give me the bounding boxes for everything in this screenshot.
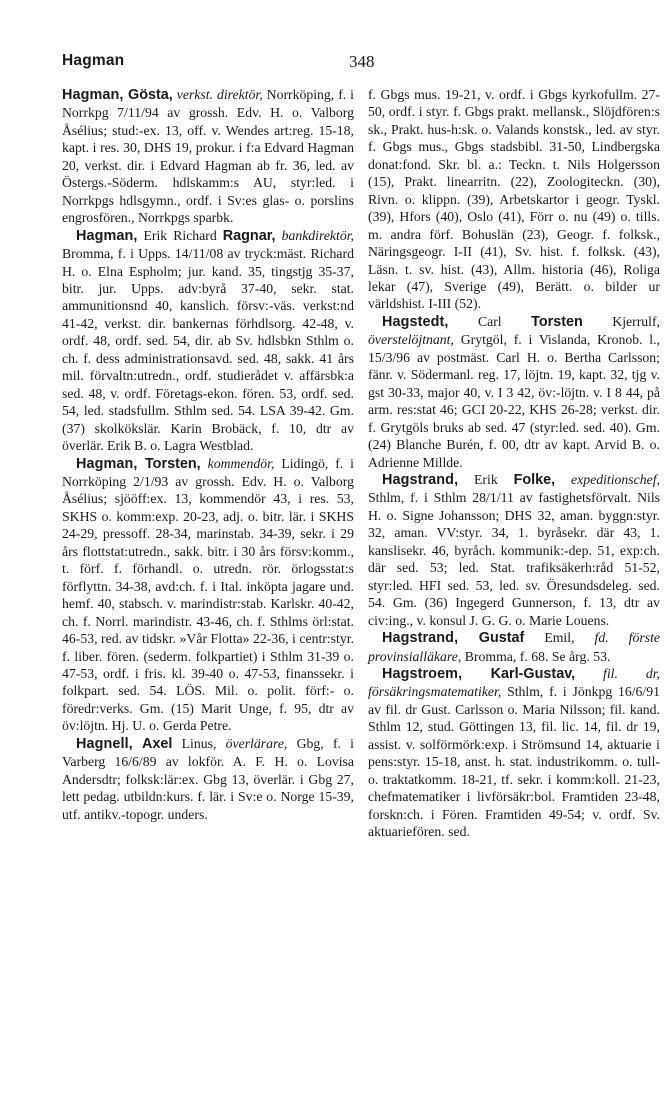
entry-given-name: Erik [458,471,514,487]
entry-occupation: fd. förste provinsialläkare, [368,630,660,664]
entry-given-name-rest: Linus, [172,735,217,751]
entry-occupation: överstelöjtnant, [368,332,454,348]
entry-surname: Hagstroem, [382,665,463,682]
entry-text: Norrköping, f. i Norrkpg 7/11/94 av grossh. Edv. H. o. Valborg Åsélius; stud:-ex. 13, off. v. Wendes art:reg. 15-18, kapt. i res. 30, DHS 19, prokur. i f:a Edvard Hagman 20, verkst. dir. i Edvard Hagman ab fr. 36, led. av Östergs.-Söderm. hdlskamm:s AU, styr:led. i Norrkpgs hdlsgymn., ordf. i Sv:es glas- o. porslins engrosfören., Norrkpgs sparbk. [62,87,354,226]
entry-given-name-bold: Ragnar, [222,227,276,244]
entry-hagstedt-torsten [368,313,660,471]
entry-text: Sthlm, f. i Sthlm 28/1/11 av fastighetsförvalt. Nils H. o. Signe Johansson; DHS 32, aman. byggn:styr. 32, aman. VV:styr. 34, 1. byråsekr. där 43, 1. kanslisekr. 46, byråch. kommunik:-dep. 51, exp:ch. där sed. 53; led. Stat. trafiksäkerh:råd 51-52, styr:led. HFI sed. 53, led. sv. Öresundsdeleg. sed. 54. Gm. (36) Ingegerd Gunnerson, f. 13, dtr av civ:ing., v. konsul J. G. G. o. Marie Louens. [368,490,660,628]
entry-occupation: överlärare, [216,735,288,751]
entry-given-name: Gustaf [458,630,525,647]
running-head: Hagman [62,52,125,69]
entry-surname: Hagman, [76,227,138,244]
entry-hagman-ragnar [62,227,354,455]
page-number: 348 [349,52,375,71]
entry-given-name: Gösta, [123,87,173,103]
entry-given-name-bold: Folke, [513,471,556,488]
entry-given-name-bold: Torsten [531,313,583,330]
entry-given-name: Torsten, [137,455,201,472]
entry-text: Bromma, f. i Upps. 14/11/08 av tryck:mäst. Richard H. o. Elna Espholm; jur. kand. 35, tingstjg 35-37, bitr. jur. Upps. adv:byrå 37-40, sekr. stat. ammunitionsnd 40, kanslich. försv:-väs. verkst:nd 41-42, verkst. dir. bankernas förhdlsorg. 42-48, v. ordf. 48, ordf. sed. 54, dir. ab Sv. hdlsbkn Sthlm o. ch. f. dess administrationsavd. sed. 48, sakk. 41 års mil. förvaltn:utredn., ordf. studierådet v. affärsbk:a sed. 48, v. ordf. Företags-ekon. fören. 53, ordf. sed. 54, led. stadsfullm. Sthlm sed. 54. LSA 39-42. Gm. (37) skolkökslär. Karin Brobäck, f. 10, dtr av överlär. Erik B. o. Lagra Westblad. [62,246,354,454]
entry-text: Sthlm, f. i Jönkpg 16/6/91 av fil. dr Gust. Carlsson o. Maria Nilsson; fil. kand. Sthlm 12, stud. Göttingen 13, fil. lic. 14, fil. dr 19, assist. v. solförmörk:exp. i Strömsund 14, aktuarie i pens:styr. 15-18, anst. h. stat. industrikomm. o. tull- o. traktatkomm. 18-21, tf. sekr. i komm:koll. 21-23, chefmatematiker i livförsäkr:bol. Framtiden 23-48, forskn:ch. i Fören. Framtiden 49-54; v. ordf. Sv. aktuariefören. sed. [368,684,660,840]
page-header [62,52,642,78]
entry-given-name-rest: Kjerrulf, [582,313,660,329]
entry-continuation: f. Gbgs mus. 19-21, v. ordf. i Gbgs kyrkofullm. 27-50, ordf. i styr. f. Gbgs prakt. mellansk., Slöjdfören:s sk., Prakt. hus-h:sk. o. Valands konstsk., led. av styr. f. Gbgs mus., Gbgs stadsbibl. 31-50, Lindbergska donat:fond. Skr. bl. a.: Teckn. t. Nils Holgersson (15), Prakt. linearritn. (22), Zoologiteckn. (30), Rivn. o. klippn. (39), Arbetskartor i geogr. Tyskl. (39), Hfors (40), Oslo (41), Förr o. nu (49) o. tills. m. andra förf. Bohuslän (23), Geogr. f. folksk., Näringsgeogr. I-II (41), Sv. hist. f. folksk. (43), Läsn. t. sv. hist. (43), Allm. historia (46), Roliga lekar (47), Sverige (49), Berätt. o. bilder ur världshist. I-III (52). [368,87,660,312]
entry-surname: Hagman, [76,455,138,472]
entry-hagstrand-gustaf [368,629,660,665]
entry-occupation: verkst. direktör, [172,87,263,102]
entry-hagman-gosta [62,86,354,227]
entry-text: Grytgöl, f. i Vislanda, Kronob. l., 15/3/96 av postmäst. Carl H. o. Bertha Carlsson; fänr. v. Södermanl. reg. 17, löjtn. 19, kapt. 32, tjg v. gst 30-33, major 40, v. I 3 42, öv:-löjtn. v. I 8 44, på arm. res:stat 46; GCI 20-22, KHS 26-28; verkst. dir. f. Grytgöls bruks ab sed. 47 (styr:led. sed. 40). Gm. (24) Blanche Burén, f. 00, dtr av kapt. Arvid B. o. Adrienne Millde. [368,332,660,470]
entry-occupation: bankdirektör, [275,227,354,243]
left-column [62,86,354,823]
entry-text: Bromma, f. 68. Se årg. 53. [461,648,611,664]
entry-surname: Hagman, [62,87,124,103]
entry-hagstroem-karl-gustav [368,665,660,841]
entry-text: Gbg, f. i Varberg 16/6/89 av lokför. A. F. H. o. Lovisa Andersdtr; folksk:lär:ex. Gbg 13, överlär. i Gbg 27, lett pedag. utbildn:kurs. f. lär. i Sv:e o. Norge 15-39, utf. antikv.-topogr. unders. [62,735,355,822]
entry-hagstrand-folke [368,471,660,629]
entry-hagman-torsten [62,455,354,735]
entry-surname: Hagnell, [76,735,133,752]
entry-given-name: Carl [448,313,532,329]
entry-given-name-rest: Emil, [524,630,575,646]
entry-occupation: fil. dr, försäkringsmatematiker, [368,665,660,700]
entry-hagnell-axel [62,735,354,823]
entry-given-name-bold: Axel [142,735,173,752]
entry-surname: Hagstedt, [382,313,449,330]
entry-occupation: expeditionschef, [555,471,660,487]
entry-surname: Hagstrand, [382,471,459,488]
right-column [368,86,660,840]
entry-text: Lidingö, f. i Norrköping 2/1/93 av grossh. Edv. H. o. Valborg Åsélius; sjööff:ex. 13, kommendör 43, i res. 53, SKHS o. komm:exp. 20-23, adj. o. bitr. lär. i SKHS 24-29, pressoff. 28-34, marinstab. 34-39, sekr. i 29 års flottstat:utredn., sakk. bitr. i 30 års försv:komm., t. förf. f. förhandl. o. utredn. rör. örlogsstat:s förflyttn. 34-38, avd:ch. f. i Ital. inköpta jagare und. hemf. 40, stabsch. v. marindistr:stab. Karlskr. 40-42, ch. f. Norrl. marindistr. 43-46, ch. f. Sthlms örl:stat. 46-53, red. av tidskr. »Vår Flotta» 22-36, i centr:styr. f. liber. fören. (sederm. folkpartiet) i Sthlm 31-39 o. 47-53, ordf. i fris. kl. 39-40 o. 47-53, finanssekr. i folkpart. sed. 54. LÖS. Mil. o. polit. förf:- o. föredr:verks. Gm. (15) Marit Unge, f. 95, dtr av öv:löjtn. Hj. U. o. Gerda Petre. [62,455,354,734]
entry-occupation: kommendör, [200,455,275,471]
entry-given-name: Erik Richard [137,227,223,243]
entry-given-name [133,736,142,751]
entry-surname: Hagstrand, [382,630,459,647]
entry-given-name: Karl-Gustav, [462,665,576,682]
